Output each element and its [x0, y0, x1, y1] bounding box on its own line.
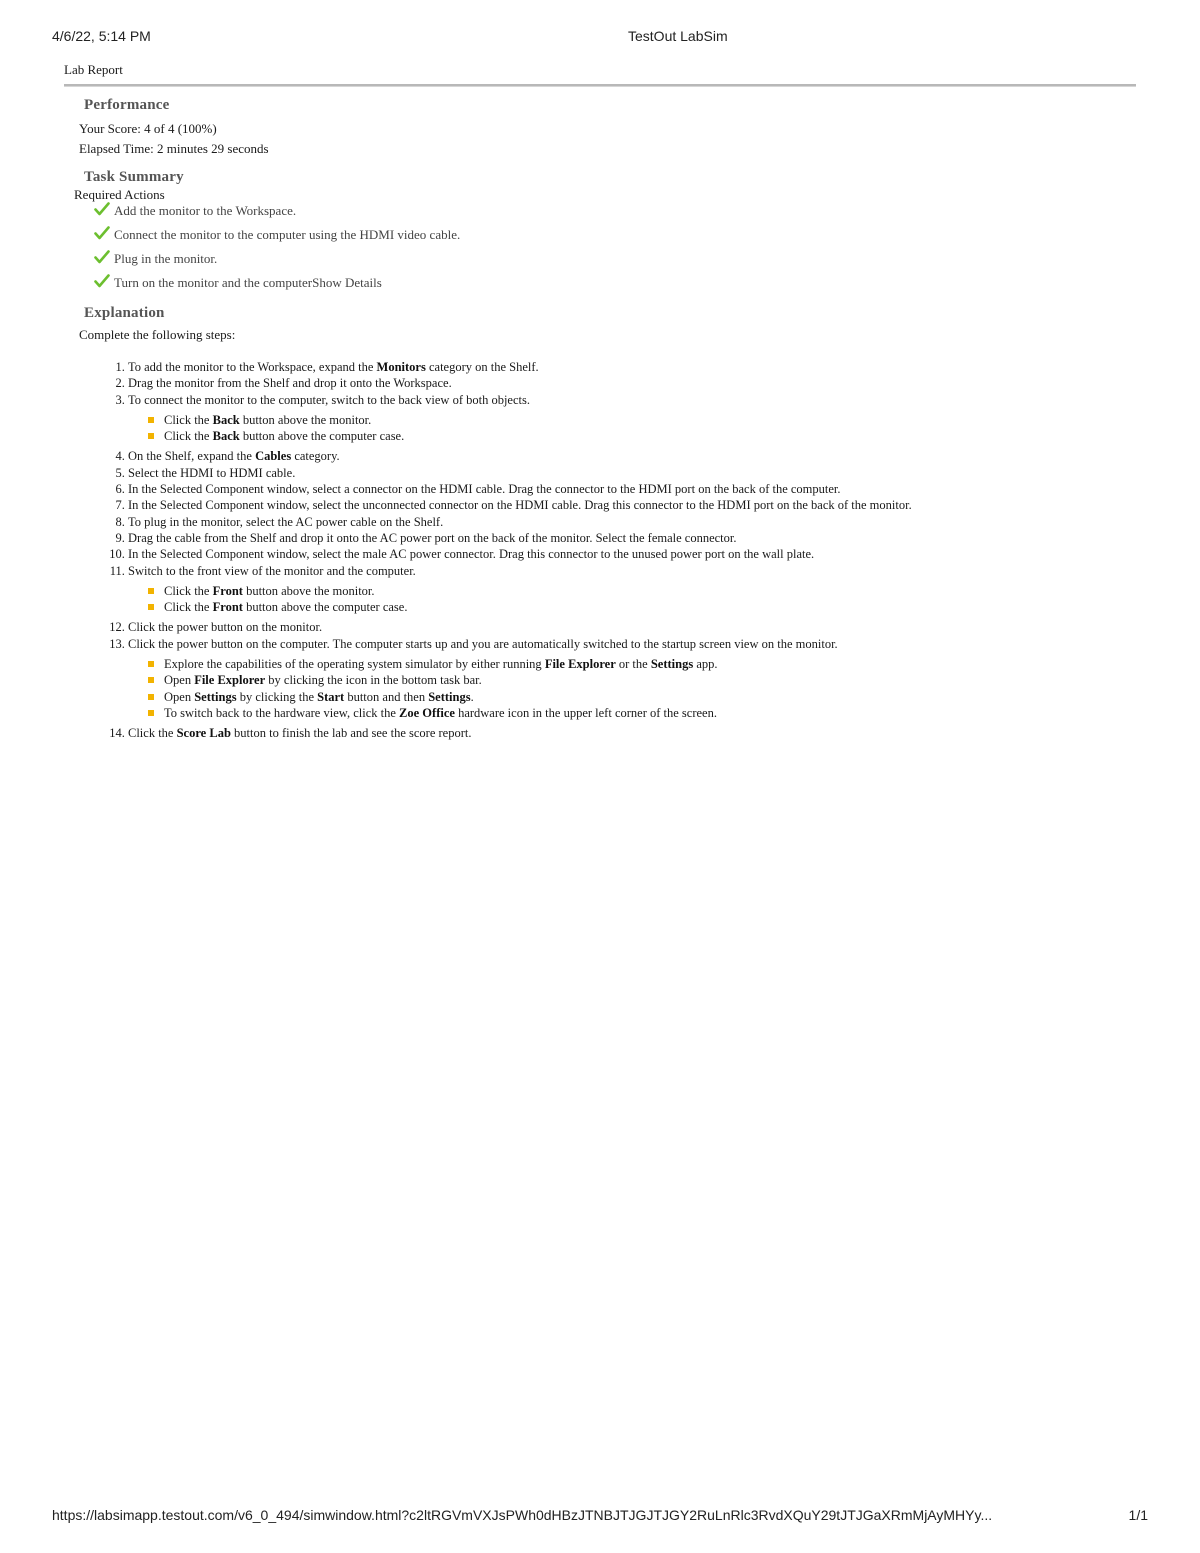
bullet-icon: [148, 588, 154, 594]
bullet-icon: [148, 710, 154, 716]
step-text: On the Shelf, expand the Cables category.: [128, 449, 340, 464]
bold-term: Start: [317, 689, 345, 704]
bold-term: Zoe Office: [399, 705, 455, 720]
explanation-intro: Complete the following steps:: [79, 327, 236, 342]
task-text: Connect the monitor to the computer using the HDMI video cable.: [114, 227, 461, 242]
bold-term: Back: [212, 412, 240, 427]
substep-text: Open Settings by clicking the Start button and then Settings.: [164, 689, 474, 704]
step-text: Switch to the front view of the monitor and the computer.: [128, 563, 416, 578]
checkmark-icon: [94, 201, 110, 217]
step-item: [128, 481, 1136, 497]
task-item: [94, 203, 1136, 227]
substep-item: [148, 583, 1136, 599]
show-details-link[interactable]: Show Details: [312, 275, 382, 290]
score-text: Your Score: 4 of 4 (100%): [79, 121, 217, 136]
bold-term: Score Lab: [176, 726, 231, 741]
step-item: [128, 530, 1136, 546]
task-text: Plug in the monitor.: [114, 251, 218, 266]
steps-list: [64, 359, 1136, 742]
bold-term: Cables: [255, 449, 292, 464]
bold-term: Monitors: [376, 360, 426, 374]
substep-text: Open File Explorer by clicking the icon in the bottom task bar.: [164, 673, 482, 688]
page-number: 1/1: [1128, 1507, 1148, 1523]
print-header: [52, 28, 1148, 48]
step-item: [128, 392, 1136, 449]
bold-term: Settings: [428, 689, 471, 704]
step-text: Click the power button on the computer. The computer starts up and you are automatically switched to the startup screen view on the monitor.: [128, 636, 838, 651]
print-title: TestOut LabSim: [628, 28, 728, 44]
step-text: To connect the monitor to the computer, switch to the back view of both objects.: [128, 392, 530, 407]
required-actions-label: Required Actions: [74, 187, 165, 202]
step-text: To plug in the monitor, select the AC power cable on the Shelf.: [128, 514, 444, 529]
step-text: Click the power button on the monitor.: [128, 620, 323, 635]
bullet-icon: [148, 661, 154, 667]
step-text: Drag the cable from the Shelf and drop it onto the AC power port on the back of the monitor. Select the female connector.: [128, 530, 737, 545]
step-item: [128, 725, 1136, 741]
bold-term: Front: [212, 600, 243, 615]
step-item: [128, 359, 1136, 375]
bold-term: Back: [212, 429, 240, 444]
bold-term: File Explorer: [194, 673, 266, 688]
step-item: [128, 546, 1136, 562]
print-date: 4/6/22, 5:14 PM: [52, 28, 151, 44]
bold-term: File Explorer: [544, 657, 616, 672]
step-item: [128, 636, 1136, 725]
checkmark-icon: [94, 273, 110, 289]
step-item: [128, 448, 1136, 464]
page-url: https://labsimapp.testout.com/v6_0_494/simwindow.html?c2ltRGVmVXJsPWh0dHBzJTNBJTJGJTJGY2RuLnRlc3RvdXQuY29tJTJGaXRmMjAyMHYy...: [52, 1507, 993, 1523]
substep-list: [128, 652, 1136, 725]
explanation-title: Explanation: [84, 305, 165, 321]
substep-item: [148, 689, 1136, 705]
checkmark-icon: [94, 249, 110, 265]
substep-item: [148, 656, 1136, 672]
task-text: Add the monitor to the Workspace.: [114, 203, 297, 218]
substep-list: [128, 579, 1136, 620]
substep-item: [148, 672, 1136, 688]
step-text: In the Selected Component window, select the male AC power connector. Drag this connector to the unused power port on the wall plate.: [128, 547, 815, 562]
substep-text: Click the Front button above the monitor.: [164, 583, 375, 598]
substep-text: Explore the capabilities of the operating system simulator by either running File Explorer or the Settings app.: [164, 657, 718, 672]
lab-report: [64, 62, 1136, 742]
step-text: Click the Score Lab button to finish the lab and see the score report.: [128, 726, 472, 741]
substep-item: [148, 428, 1136, 444]
task-list: [64, 203, 1136, 299]
substep-item: [148, 599, 1136, 615]
bullet-icon: [148, 694, 154, 700]
step-item: [128, 619, 1136, 635]
step-item: [128, 497, 1136, 513]
substep-text: Click the Back button above the monitor.: [164, 412, 372, 427]
step-text: Drag the monitor from the Shelf and drop it onto the Workspace.: [128, 376, 452, 391]
task-item: [94, 227, 1136, 251]
bullet-icon: [148, 677, 154, 683]
bullet-icon: [148, 417, 154, 423]
header-divider: [64, 84, 1136, 87]
bold-term: Settings: [650, 657, 694, 672]
step-item: [128, 563, 1136, 620]
step-text: In the Selected Component window, select a connector on the HDMI cable. Drag the connector to the HDMI port on the back of the computer.: [128, 482, 841, 497]
task-summary-title: Task Summary: [84, 169, 184, 185]
substep-item: [148, 412, 1136, 428]
bullet-icon: [148, 433, 154, 439]
substep-text: To switch back to the hardware view, click the Zoe Office hardware icon in the upper left corner of the screen.: [164, 705, 717, 720]
performance-section: [64, 119, 1136, 159]
print-footer: [52, 1507, 1148, 1527]
step-text: In the Selected Component window, select the unconnected connector on the HDMI cable. Drag this connector to the HDMI port on the back of the monitor.: [128, 498, 912, 513]
task-text-part: Turn on the monitor and the computer: [114, 275, 313, 290]
substep-list: [128, 408, 1136, 449]
substep-text: Click the Front button above the computer case.: [164, 600, 408, 615]
step-item: [128, 375, 1136, 391]
task-item: [94, 251, 1136, 275]
performance-title: Performance: [84, 97, 170, 113]
task-item: [94, 275, 1136, 299]
elapsed-time-text: Elapsed Time: 2 minutes 29 seconds: [79, 141, 269, 156]
checkmark-icon: [94, 225, 110, 241]
step-text: To add the monitor to the Workspace, expand the Monitors category on the Shelf.: [128, 360, 539, 374]
substep-item: [148, 705, 1136, 721]
bullet-icon: [148, 604, 154, 610]
bold-term: Settings: [194, 689, 237, 704]
bold-term: Front: [212, 583, 243, 598]
task-text: [114, 275, 382, 291]
report-label: Lab Report: [64, 62, 123, 77]
substep-text: Click the Back button above the computer case.: [164, 429, 405, 444]
step-text: Select the HDMI to HDMI cable.: [128, 465, 296, 480]
step-item: [128, 465, 1136, 481]
step-item: [128, 514, 1136, 530]
